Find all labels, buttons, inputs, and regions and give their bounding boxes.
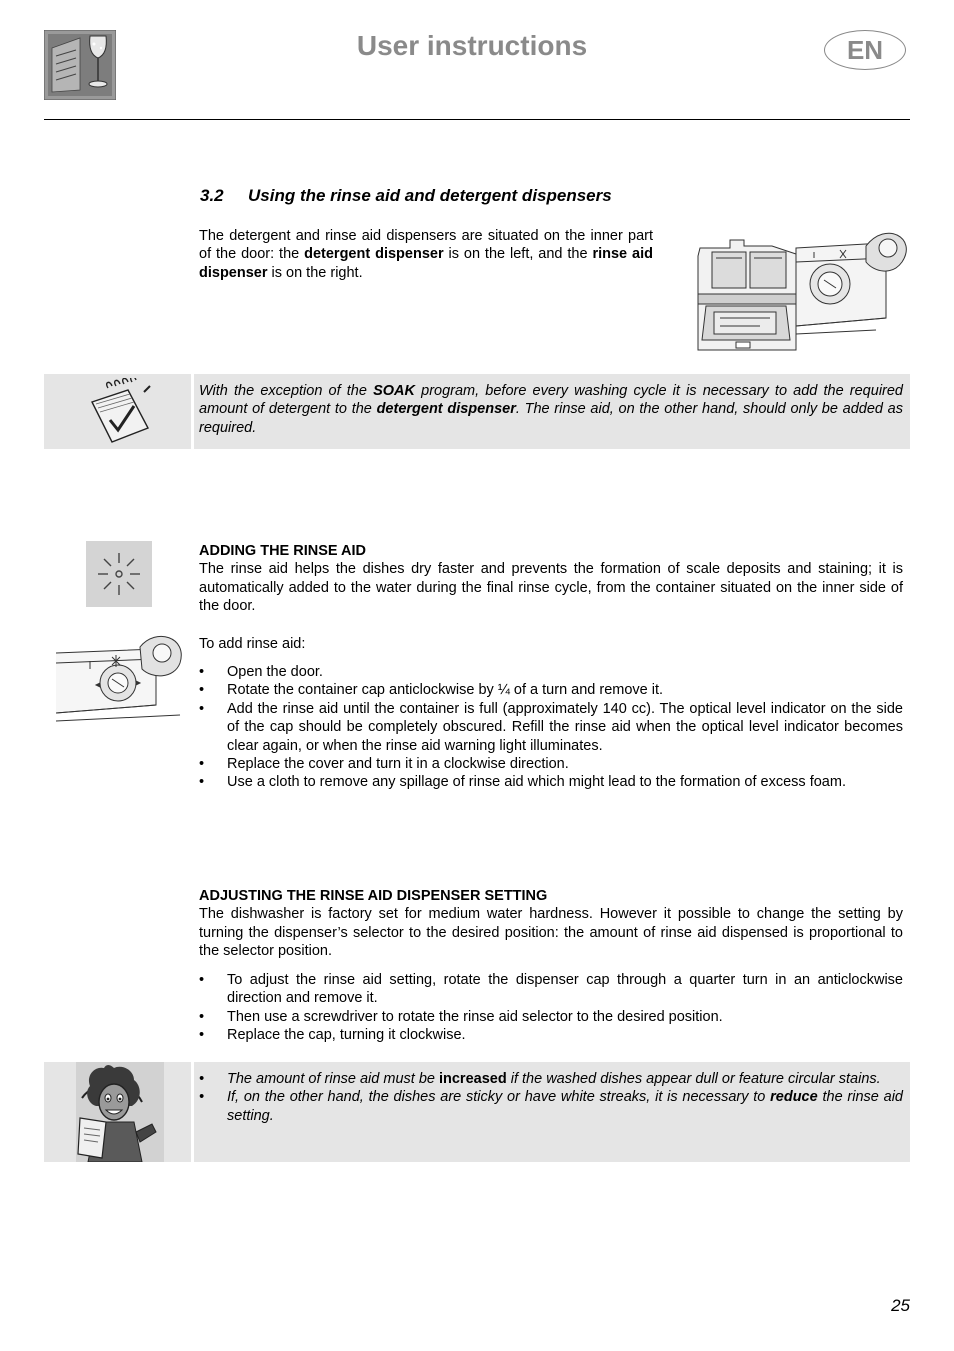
rinse-aid-dispenser-illustration: [56, 633, 186, 727]
tips-icon-panel: [44, 1062, 191, 1162]
adjusting-steps: [199, 971, 903, 1045]
tips-list: [199, 1070, 903, 1125]
emphasis: reduce: [770, 1089, 818, 1106]
list-item: • Replace the cap, turning it clockwise.: [199, 1026, 903, 1044]
note-text: With the exception of the SOAK program, before every washing cycle it is necessary to add the required amount of detergent to the detergent dispenser. The rinse aid, on the other hand, should only be added as required.: [199, 383, 903, 436]
adding-rinse-aid-body: The rinse aid helps the dishes dry faster and prevents the formation of scale deposits and staining; it is automatically added to the water during the final rinse cycle, from the container situated on the inner side of the door.: [199, 561, 903, 615]
cartoon-woman-icon: [76, 1062, 164, 1162]
emphasis: detergent dispenser: [304, 246, 444, 263]
page-number: 25: [891, 1296, 910, 1315]
section-title: Using the rinse aid and detergent dispensers: [248, 186, 612, 205]
section-number: 3.2: [200, 186, 224, 205]
list-item: • To adjust the rinse aid setting, rotate the dispenser cap through a quarter turn in an anticlockwise direction and remove it.: [199, 971, 903, 1008]
dispensers-illustration: [690, 222, 912, 358]
intro-paragraph: The detergent and rinse aid dispensers are situated on the inner part of the door: the detergent dispenser is on the left, and the rinse aid dispenser is on the right.: [199, 228, 653, 281]
list-item: • Replace the cover and turn it in a clockwise direction.: [199, 755, 903, 773]
emphasis: SOAK: [373, 383, 415, 399]
language-badge: EN: [824, 30, 906, 70]
list-item: • Open the door.: [199, 663, 903, 681]
list-item: • Use a cloth to remove any spillage of rinse aid which might lead to the formation of excess foam.: [199, 773, 903, 791]
emphasis: increased: [438, 1071, 507, 1087]
add-rinse-aid-steps: [199, 663, 903, 792]
tip-increase: • The amount of rinse aid must be increased if the washed dishes appear dull or feature circular stains.: [199, 1070, 903, 1088]
section-heading: [200, 186, 612, 206]
list-item: • Add the rinse aid until the container is full (approximately 140 cc). The optical level indicator on the side of the cap should be completely obscured. Refill the rinse aid when the optical level indicator becomes clear again, or when the rinse aid warning light illuminates.: [199, 700, 903, 755]
page-title: User instructions: [356, 30, 588, 61]
list-item: • Rotate the container cap anticlockwise by ¼ of a turn and remove it.: [199, 681, 903, 699]
adding-rinse-aid-section: [199, 542, 903, 616]
adjusting-section: [199, 887, 903, 961]
list-item: • Then use a screwdriver to rotate the rinse aid selector to the desired position.: [199, 1008, 903, 1026]
note-icon-panel: [44, 374, 191, 449]
adjusting-heading: ADJUSTING THE RINSE AID DISPENSER SETTING: [199, 888, 548, 904]
adjusting-body: The dishwasher is factory set for medium water hardness. However it possible to change the setting by turning the dispenser’s selector to the desired position: the amount of rinse aid dispensed is proportional to the selector position.: [199, 906, 903, 960]
rinse-aid-sparkle-icon: [86, 541, 152, 607]
add-rinse-aid-intro: To add rinse aid:: [199, 636, 306, 652]
emphasis: rinse aid dispenser: [199, 246, 653, 281]
notepad-check-icon: [88, 378, 154, 444]
emphasis: detergent dispenser: [376, 401, 516, 418]
header-divider: [44, 119, 910, 120]
tip-reduce: • If, on the other hand, the dishes are sticky or have white streaks, it is necessary to reduce the rinse aid setting.: [199, 1088, 903, 1125]
adding-rinse-aid-heading: ADDING THE RINSE AID: [199, 543, 367, 559]
